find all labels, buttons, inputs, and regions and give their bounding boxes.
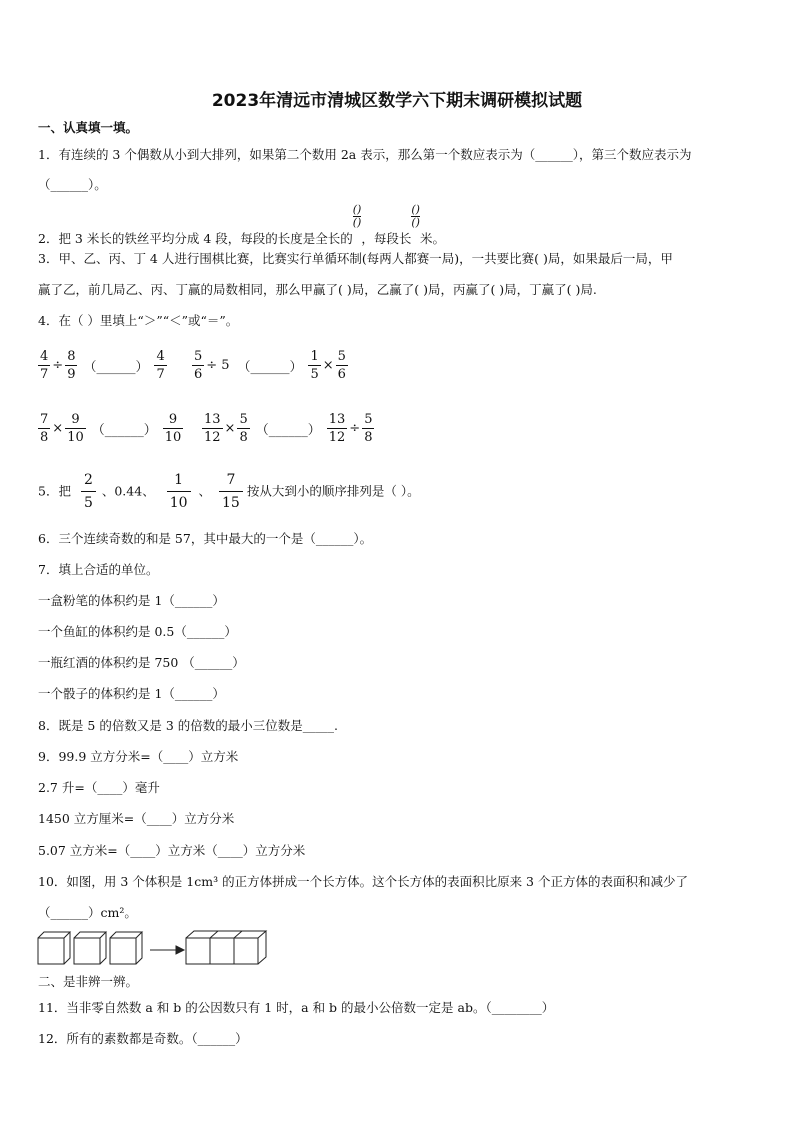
numerator: 2: [83, 472, 93, 488]
numerator: 9: [71, 412, 80, 427]
fraction: [65, 348, 77, 383]
answer-blank: （______）: [91, 423, 157, 438]
operator: ×: [52, 421, 64, 436]
fraction: [362, 411, 374, 446]
denominator: 15: [219, 491, 243, 514]
fraction-denominator: (): [352, 216, 362, 229]
numerator: 5: [239, 412, 248, 427]
comparison-3: [38, 411, 183, 446]
question-5-text-b: 、0.44、: [101, 483, 155, 499]
section-1-heading: 一、认真填一填。: [38, 120, 139, 135]
denominator: 7: [156, 367, 165, 382]
section-2-heading: 二、是非辨一辨。: [38, 974, 139, 989]
denominator: 6: [194, 367, 203, 382]
question-5-text-c: 、: [198, 483, 212, 499]
question-7-item-3: 一瓶红酒的体积约是 750 （______）: [38, 655, 245, 670]
denominator: 8: [40, 430, 49, 445]
numerator: 4: [156, 349, 165, 364]
comparison-1: [38, 348, 167, 383]
numerator: 5: [194, 349, 203, 364]
denominator: 8: [239, 430, 248, 445]
fraction: [38, 348, 50, 383]
question-9-item-2: 2.7 升=（____）毫升: [38, 780, 160, 795]
question-9-item-4: 5.07 立方米=（____）立方米（____）立方分米: [38, 843, 306, 858]
fraction: [163, 411, 184, 446]
fraction: [308, 348, 320, 383]
question-1-line-1: 1．有连续的 3 个偶数从小到大排列，如果第二个数用 2a 表示，那么第一个数应表示为（______），第三个数应表示为: [38, 147, 692, 162]
denominator: 7: [40, 367, 49, 382]
question-2-fraction-1: [353, 204, 362, 229]
numerator: 9: [168, 412, 178, 427]
question-12: 12．所有的素数都是奇数。（______）: [38, 1031, 248, 1046]
denominator: 12: [328, 430, 346, 445]
question-6: 6．三个连续奇数的和是 57，其中最大的一个是（______）。: [38, 531, 373, 546]
fraction-denominator: (): [411, 216, 420, 229]
numerator: 7: [226, 472, 236, 488]
fraction: [327, 411, 348, 446]
fraction: [202, 411, 223, 446]
fraction: [65, 411, 86, 446]
question-2-text-b: ，每段长: [361, 231, 412, 246]
operator: ×: [322, 358, 334, 373]
question-2-text-c: 米。: [419, 231, 445, 246]
question-9-item-1: 9．99.9 立方分米=（____）立方米: [38, 749, 239, 764]
cube: [38, 932, 70, 964]
question-2: [38, 200, 445, 246]
question-5-text-d: 按从大到小的顺序排列是（ ）。: [246, 483, 420, 499]
question-8: 8．既是 5 的倍数又是 3 的倍数的最小三位数是_____.: [38, 718, 338, 733]
numerator: 8: [67, 349, 76, 364]
fraction: [167, 469, 191, 514]
fraction: [237, 411, 249, 446]
denominator: 6: [337, 367, 346, 382]
operator: ÷: [349, 421, 361, 436]
numerator: 5: [364, 412, 373, 427]
question-2-text-a: 2．把 3 米长的铁丝平均分成 4 段，每段的长度是全长的: [38, 231, 353, 246]
question-10-line-1: 10．如图，用 3 个体积是 1cm³ 的正方体拼成一个长方体。这个长方体的表面积比原来 3 个正方体的表面积和减少了: [38, 874, 688, 889]
denominator: 10: [167, 491, 191, 514]
answer-blank: （______）: [83, 360, 149, 375]
fraction-numerator: (): [352, 203, 362, 216]
question-5: [38, 469, 420, 514]
fraction: [38, 411, 50, 446]
numerator: 7: [40, 412, 49, 427]
comparison-4: [202, 411, 374, 446]
numerator: 13: [328, 412, 346, 427]
denominator: 9: [67, 367, 76, 382]
question-7-item-2: 一个鱼缸的体积约是 0.5（______）: [38, 624, 237, 639]
comparison-2: [192, 348, 348, 383]
fraction: [336, 348, 348, 383]
question-9-item-3: 1450 立方厘米=（____）立方分米: [38, 811, 235, 826]
question-7-item-1: 一盒粉笔的体积约是 1（______）: [38, 593, 225, 608]
question-2-fraction-2: [411, 204, 420, 229]
operator: ÷: [206, 358, 218, 373]
numerator: 1: [174, 472, 184, 488]
fraction: [219, 469, 243, 514]
question-5-text-a: 5．把: [38, 483, 71, 499]
separate-cubes: [38, 932, 142, 964]
denominator: 12: [204, 430, 221, 445]
cube: [110, 932, 142, 964]
fraction: [81, 469, 96, 514]
question-4-prompt: 4．在（ ）里填上“＞”“＜”或“＝”。: [38, 313, 239, 328]
fraction: [154, 348, 166, 383]
whole-number: 5: [221, 358, 230, 373]
question-7-prompt: 7．填上合适的单位。: [38, 562, 159, 577]
fraction: [192, 348, 204, 383]
denominator: 8: [364, 430, 373, 445]
operator: ÷: [52, 358, 64, 373]
question-10-line-2: （______）cm²。: [38, 905, 137, 920]
denominator: 5: [81, 491, 96, 514]
cubes-figure: [36, 928, 272, 968]
answer-blank: （______）: [237, 360, 303, 375]
question-7-item-4: 一个骰子的体积约是 1（______）: [38, 686, 225, 701]
page-title: 2023年清远市清城区数学六下期末调研模拟试题: [211, 91, 583, 111]
answer-blank: （______）: [255, 423, 321, 438]
numerator: 4: [40, 349, 49, 364]
numerator: 5: [337, 349, 346, 364]
question-3-line-1: 3．甲、乙、丙、丁 4 人进行围棋比赛，比赛实行单循环制(每两人都赛一局)，一共要比赛( )局，如果最后一局，甲: [38, 251, 673, 266]
denominator: 10: [67, 430, 84, 445]
question-3-line-2: 赢了乙，前几局乙、丙、丁赢的局数相同，那么甲赢了( )局，乙赢了( )局，丙赢了( )局，丁赢了( )局.: [38, 282, 597, 297]
combined-cuboid: [186, 931, 266, 964]
question-11: 11．当非零自然数 a 和 b 的公因数只有 1 时，a 和 b 的最小公倍数一定是 ab。（________）: [38, 1000, 555, 1015]
numerator: 13: [204, 412, 221, 427]
operator: ×: [224, 421, 236, 436]
denominator: 5: [310, 367, 319, 382]
denominator: 10: [164, 430, 182, 445]
numerator: 1: [310, 349, 319, 364]
fraction-numerator: (): [411, 203, 420, 216]
arrow-icon: [150, 946, 184, 954]
cube: [74, 932, 106, 964]
question-1-line-2: （______）。: [38, 177, 107, 192]
